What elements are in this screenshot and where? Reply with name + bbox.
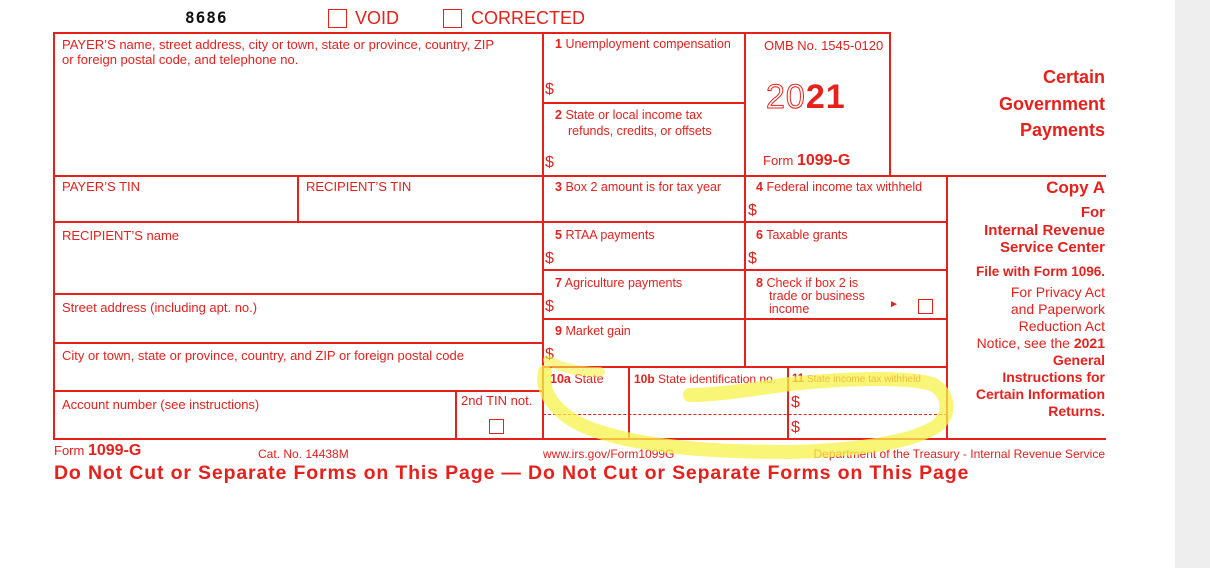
box7-label: 7 Agriculture payments [555, 276, 683, 290]
box8-label-3: income [769, 302, 810, 316]
irs-url: www.irs.gov/Form1099G [543, 447, 675, 461]
account-number-label: Account number (see instructions) [62, 397, 260, 412]
scrollbar-track[interactable] [1175, 0, 1210, 568]
second-tin-label: 2nd TIN not. [461, 393, 533, 408]
box10b-label: 10b State identification no. [634, 372, 777, 386]
box3-label: 3 Box 2 amount is for tax year [555, 180, 722, 194]
box11-dollar: $ [791, 394, 800, 411]
box8-arrow-icon: ► [889, 299, 899, 310]
box9-dollar: $ [545, 346, 554, 363]
cat-number: Cat. No. 14438M [258, 447, 349, 461]
recipient-tin-field[interactable] [300, 195, 540, 219]
second-tin-checkbox[interactable] [489, 419, 504, 434]
box5-label: 5 RTAA payments [555, 228, 655, 242]
box2-label-2: refunds, credits, or offsets [568, 124, 712, 138]
box11-field[interactable] [806, 390, 942, 436]
recipient-tin-label: RECIPIENT’S TIN [306, 179, 412, 194]
street-address-field[interactable] [56, 316, 540, 340]
payer-name-field[interactable] [56, 70, 540, 172]
box1-field[interactable] [560, 80, 740, 100]
box4-dollar: $ [748, 202, 757, 219]
form-title: Certain Government Payments [998, 67, 1105, 140]
box10b-field[interactable] [632, 388, 784, 436]
box11-label: 11 State income tax withheld [792, 373, 921, 385]
box5-field[interactable] [560, 246, 740, 267]
void-label: VOID [355, 8, 400, 28]
box9-label: 9 Market gain [555, 324, 631, 338]
box3-field[interactable] [546, 196, 741, 219]
payer-tin-field[interactable] [56, 195, 294, 219]
box9-field[interactable] [560, 342, 740, 364]
payer-name-label-2: or foreign postal code, and telephone no. [62, 52, 299, 67]
box6-field[interactable] [762, 246, 942, 267]
department-text: Department of the Treasury - Internal Revenue Service [813, 447, 1105, 461]
cut-warning: Do Not Cut or Separate Forms on This Page — Do Not Cut or Separate Forms on This Page [54, 462, 970, 484]
omb-number: OMB No. 1545-0120 [764, 38, 884, 53]
box8-checkbox[interactable] [918, 299, 933, 314]
box2-dollar: $ [545, 154, 554, 171]
street-address-label: Street address (including apt. no.) [62, 300, 258, 315]
recipient-name-label: RECIPIENT’S name [62, 228, 180, 243]
box6-dollar: $ [748, 250, 757, 267]
box6-label: 6 Taxable grants [756, 228, 848, 242]
box11-dollar-2: $ [791, 419, 800, 436]
city-field[interactable] [56, 364, 540, 388]
payer-name-label: PAYER’S name, street address, city or town, state or province, country, ZIP [62, 37, 495, 52]
box4-label: 4 Federal income tax withheld [756, 180, 923, 194]
box2-field[interactable] [560, 152, 740, 173]
box8-label: 8 Check if box 2 is [756, 276, 859, 290]
recipient-name-field[interactable] [56, 245, 540, 291]
form-name-footer: Form 1099-G [54, 442, 142, 459]
control-number: 8686 [185, 8, 228, 27]
void-checkbox[interactable] [328, 9, 347, 28]
form-name-top: Form 1099-G [763, 152, 851, 169]
box10a-label: 10a State [550, 372, 604, 386]
box7-field[interactable] [560, 294, 740, 316]
corrected-label: CORRECTED [471, 8, 586, 28]
copy-a-panel: Copy A For Internal Revenue Service Center File with Form 1096. For Privacy Act and Paperwork Reduction Act Notice, see the 2021 General Instructions for Certain Information Returns. [975, 178, 1105, 419]
box7-dollar: $ [545, 298, 554, 315]
box8-label-2: trade or business [769, 289, 865, 303]
box10a-field[interactable] [546, 388, 626, 436]
box1-dollar: $ [545, 81, 554, 98]
city-label: City or town, state or province, country, and ZIP or foreign postal code [62, 348, 464, 363]
tax-year: 2021 [766, 78, 846, 116]
box2-label: 2 State or local income tax [555, 108, 703, 122]
payer-tin-label: PAYER’S TIN [62, 179, 141, 194]
account-number-field[interactable] [56, 413, 452, 436]
box1-label: 1 Unemployment compensation [555, 37, 731, 51]
box4-field[interactable] [762, 196, 942, 219]
corrected-checkbox[interactable] [443, 9, 462, 28]
box5-dollar: $ [545, 250, 554, 267]
